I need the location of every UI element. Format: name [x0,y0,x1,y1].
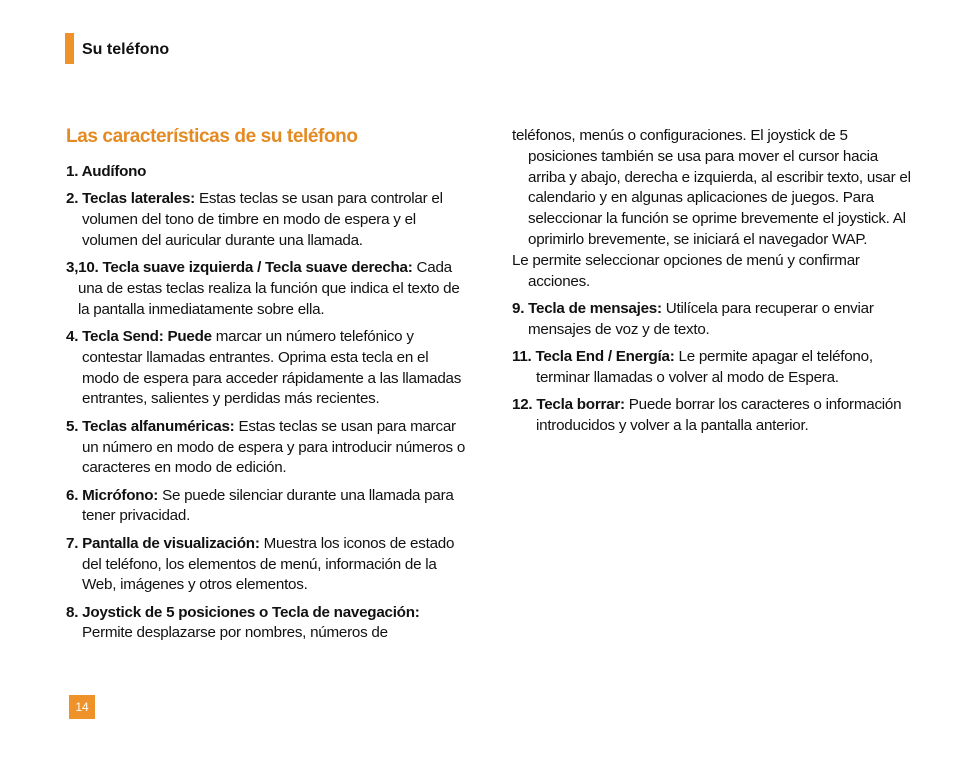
feature-item-2 [66,189,466,251]
feature-item-9 [512,299,912,341]
feature-label: 11. Tecla End / Energía: [512,347,675,365]
feature-label: 2. Teclas laterales: [66,190,195,208]
feature-label: 8. Joystick de 5 posiciones o Tecla de navegación: [66,603,420,621]
continuation-text: teléfonos, menús o configuraciones. El joystick de 5 posiciones también se usa para mover el cursor hacia arriba y abajo, derecha e izquierda, al escribir texto, usar el calendario y en algunas aplicaciones de juegos. Para seleccionar la función se oprime brevemente el joystick. Al oprimirlo brevemente, se iniciará el navegador WAP. [512,127,911,248]
feature-text: Puede borrar los caracteres o información introducidos y volver a la pantalla anterior. [536,396,902,434]
feature-item-11 [512,347,912,389]
feature-text: Muestra los iconos de estado del teléfono, los elementos de menú, información de la Web, imágenes y otros elementos. [82,534,455,594]
feature-text: Estas teclas se usan para controlar el volumen del tono de timbre en modo de espera y el volumen del auricular durante una llamada. [82,190,443,249]
feature-label: 1. Audífono [66,163,147,180]
section-title: Las características de su teléfono [66,126,358,147]
feature-text: Estas teclas se usan para marcar un número en modo de espera y para introducir números o caracteres en modo de edición. [82,417,466,477]
page-header-title: Su teléfono [82,41,170,58]
feature-item-3-10 [66,258,466,320]
right-column [512,126,912,443]
feature-label: 9. Tecla de mensajes: [512,299,662,317]
feature-label: 6. Micrófono: [66,486,159,504]
feature-text: Se puede silenciar durante una llamada para tener privacidad. [82,486,454,525]
feature-text: Permite desplazarse por nombres, números de [82,624,388,642]
feature-text: Le permite apagar el teléfono, terminar llamadas o volver al modo de Espera. [536,347,873,386]
feature-label: 4. Tecla Send: Puede [66,328,212,346]
feature-label: 7. Pantalla de visualización: [66,534,260,552]
feature-item-4 [66,327,466,410]
feature-text: Utilícela para recuperar o enviar mensajes de voz y de texto. [528,299,874,338]
feature-item-5 [66,417,466,479]
feature-item-12 [512,395,912,437]
feature-item-1 [66,162,466,183]
feature-label: 3,10. Tecla suave izquierda / Tecla suave derecha: [66,259,413,277]
feature-label: 12. Tecla borrar: [512,396,625,414]
page-number: 14 [69,695,95,719]
feature-text: marcar un número telefónico y contestar llamadas entrantes. Oprima esta tecla en el modo de espera para acceder rápidamente a las llamadas entrantes, salientes y perdidas más recientes. [82,328,462,408]
header-accent-bar [65,33,74,64]
feature-text: Cada una de estas teclas realiza la función que indica el texto de la pantalla inmediatamente sobre ella. [78,259,460,318]
feature-item-8-continuation [512,126,912,292]
feature-label: 5. Teclas alfanuméricas: [66,417,235,435]
feature-item-8 [66,603,466,645]
left-column [66,162,466,651]
continuation-text: Le permite seleccionar opciones de menú y confirmar acciones. [512,251,860,290]
feature-item-7 [66,534,466,596]
feature-item-6 [66,486,466,528]
